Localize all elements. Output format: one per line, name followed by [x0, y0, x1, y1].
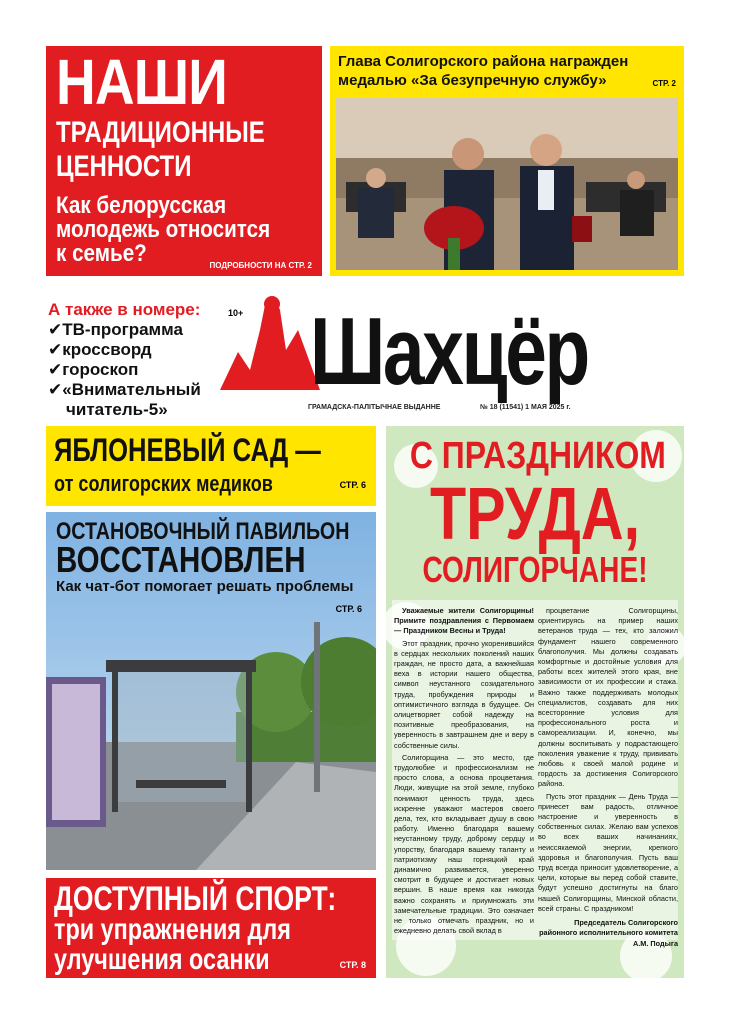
award-page-ref: СТР. 2 [652, 79, 676, 88]
labor-day-greeting [386, 426, 684, 978]
pavilion-block [46, 512, 376, 870]
newspaper-subtitle: ГРАМАДСКА-ПАЛІТЫЧНАЕ ВЫДАННЕ [308, 404, 441, 411]
hero-subtitle-line1: ТРАДИЦИОННЫЕ [56, 116, 265, 149]
award-headline-line1: Глава Солигорского района награжден [338, 53, 629, 70]
chatbot-teaser: Как чат-бот помогает решать проблемы [56, 578, 354, 595]
issue-info: № 18 (11541) 1 МАЯ 2025 г. [480, 404, 571, 411]
apple-garden-block [46, 426, 376, 506]
also-in-issue-title: А также в номере: [48, 300, 201, 319]
apple-headline: ЯБЛОНЕВЫЙ САД — [54, 432, 321, 468]
also-item: ✔ТВ-программа [48, 320, 183, 339]
hero-teaser-line3: к семье? [56, 240, 147, 267]
also-item-label: «Внимательный [62, 380, 201, 399]
masthead [220, 290, 690, 420]
also-item: ✔гороскоп [48, 360, 139, 379]
sport-subline1: три упражнения для [54, 913, 291, 946]
pavilion-headline: ВОССТАНОВЛЕН [56, 539, 306, 580]
hero-teaser-line1: Как белорусская [56, 192, 227, 219]
hero-teaser [56, 194, 270, 266]
hero-teaser-line2: молодежь относится [56, 216, 271, 243]
award-news-block [330, 46, 684, 276]
greeting-paragraph: Пусть этот праздник — День Труда — принесет вам радость, отличное настроение и уверенность в собственных силах. Желаю вам успехов во всех ваших начинаниях, неиссякаемой энергии, крепкого здоровья и благополучия. Пусть ваш труд всегда приносит удовлетворение, а цели, которые вы перед собой ставите, будут успешно достигнуты на благо нашей Солигорщины, Минской области, всей страны. С праздником! [538, 791, 678, 913]
greeting-paragraph: Этот праздник, прочно укоренившийся в сердцах нескольких поколений наших граждан, не просто дата, а важнейшая веха в истории нашего общества, символ неустанного созидательного труда, пробуждения природы и оптимистичного взгляда в будущее. Он олицетворяет собой надежду на позитивные преобразования, на уверенность в завтрашнем дне и веру в собственные силы. [394, 638, 534, 750]
holiday-headline-line3: СОЛИГОРЧАНЕ! [422, 549, 648, 590]
hero-subtitle-line2: ЦЕННОСТИ [56, 150, 192, 183]
pavilion-page-ref: СТР. 6 [335, 604, 362, 614]
also-item-label: кроссворд [62, 340, 152, 359]
hero-headline-block [46, 46, 322, 276]
miner-logo-icon [220, 290, 320, 402]
award-headline-line2: медалью «За безупречную службу» [338, 72, 607, 89]
greeting-intro: Уважаемые жители Солигорщины! Примите поздравления с Первомаем — Праздником Весны и Труда! [394, 606, 534, 636]
newspaper-name: Шахцёр [310, 298, 588, 405]
sport-block [46, 878, 376, 978]
award-photo [336, 98, 678, 270]
apple-page-ref: СТР. 6 [339, 480, 366, 490]
greeting-column-1 [394, 606, 534, 939]
age-rating: 10+ [228, 308, 244, 318]
sport-page-ref: СТР. 8 [339, 960, 366, 970]
also-item-label: ТВ-программа [62, 320, 183, 339]
also-item: ✔кроссворд [48, 340, 152, 359]
hero-page-ref: ПОДРОБНОСТИ НА СТР. 2 [209, 261, 312, 270]
award-headline [338, 52, 628, 90]
also-item: ✔«Внимательный [48, 380, 201, 399]
holiday-headline-line1: С ПРАЗДНИКОМ [409, 435, 666, 477]
greeting-column-2 [538, 606, 678, 956]
holiday-headline-line2: ТРУДА, [429, 472, 641, 555]
pavilion-kicker: ОСТАНОВОЧНЫЙ ПАВИЛЬОН [56, 518, 350, 545]
also-item-label: гороскоп [62, 360, 139, 379]
also-in-issue [48, 300, 201, 420]
apple-subheadline: от солигорских медиков [54, 471, 273, 496]
also-item-continued: читатель-5» [66, 400, 168, 419]
greeting-signature: Председатель Солигорского районного исполнительного комитета А.М. Подыга [539, 918, 678, 948]
greeting-paragraph: процветание Солигорщины, ориентируясь на пример наших ветеранов труда — тех, кто заложил фундамент нашего современного благополучия. Мы должны создавать комфортные и достойные условия для работы всех жителей этого края, вне зависимости от их профессии и стажа. Важно также поддерживать молодых специалистов, создавать для них всесторонние условия для профессионального роста и самореализации. И, конечно, мы должны воспитывать у подрастающего поколения уважение к труду, прививать любовь к своей малой родине и гордость за достижения Солигорского района. [538, 606, 678, 789]
greeting-paragraph: Солигорщина — это место, где трудолюбие и профессионализм не просто слова, а основа процветания. Люди, живущие на этой земле, глубоко понимают ценность труда, здесь искренне уважают мастеров своего дела, тех, кто вкладывает душу в свою работу. Именно благодаря вашему неустанному труду, доброму сердцу и упорству, благодаря вашему таланту и патриотизму наш горняцкий край динамично развивается, уверенно смотрит в будущее и достигает новых вершин. В наше время как никогда важно сохранять и приумножать эти замечательные традиции. Это означает не только отмечать праздник, но и ежедневно делать свой вклад в [394, 752, 534, 936]
hero-title: НАШИ [56, 46, 227, 118]
sport-headline: ДОСТУПНЫЙ СПОРТ: [54, 880, 337, 918]
hero-subtitle [56, 116, 265, 184]
sport-subline2: улучшения осанки [54, 943, 270, 976]
